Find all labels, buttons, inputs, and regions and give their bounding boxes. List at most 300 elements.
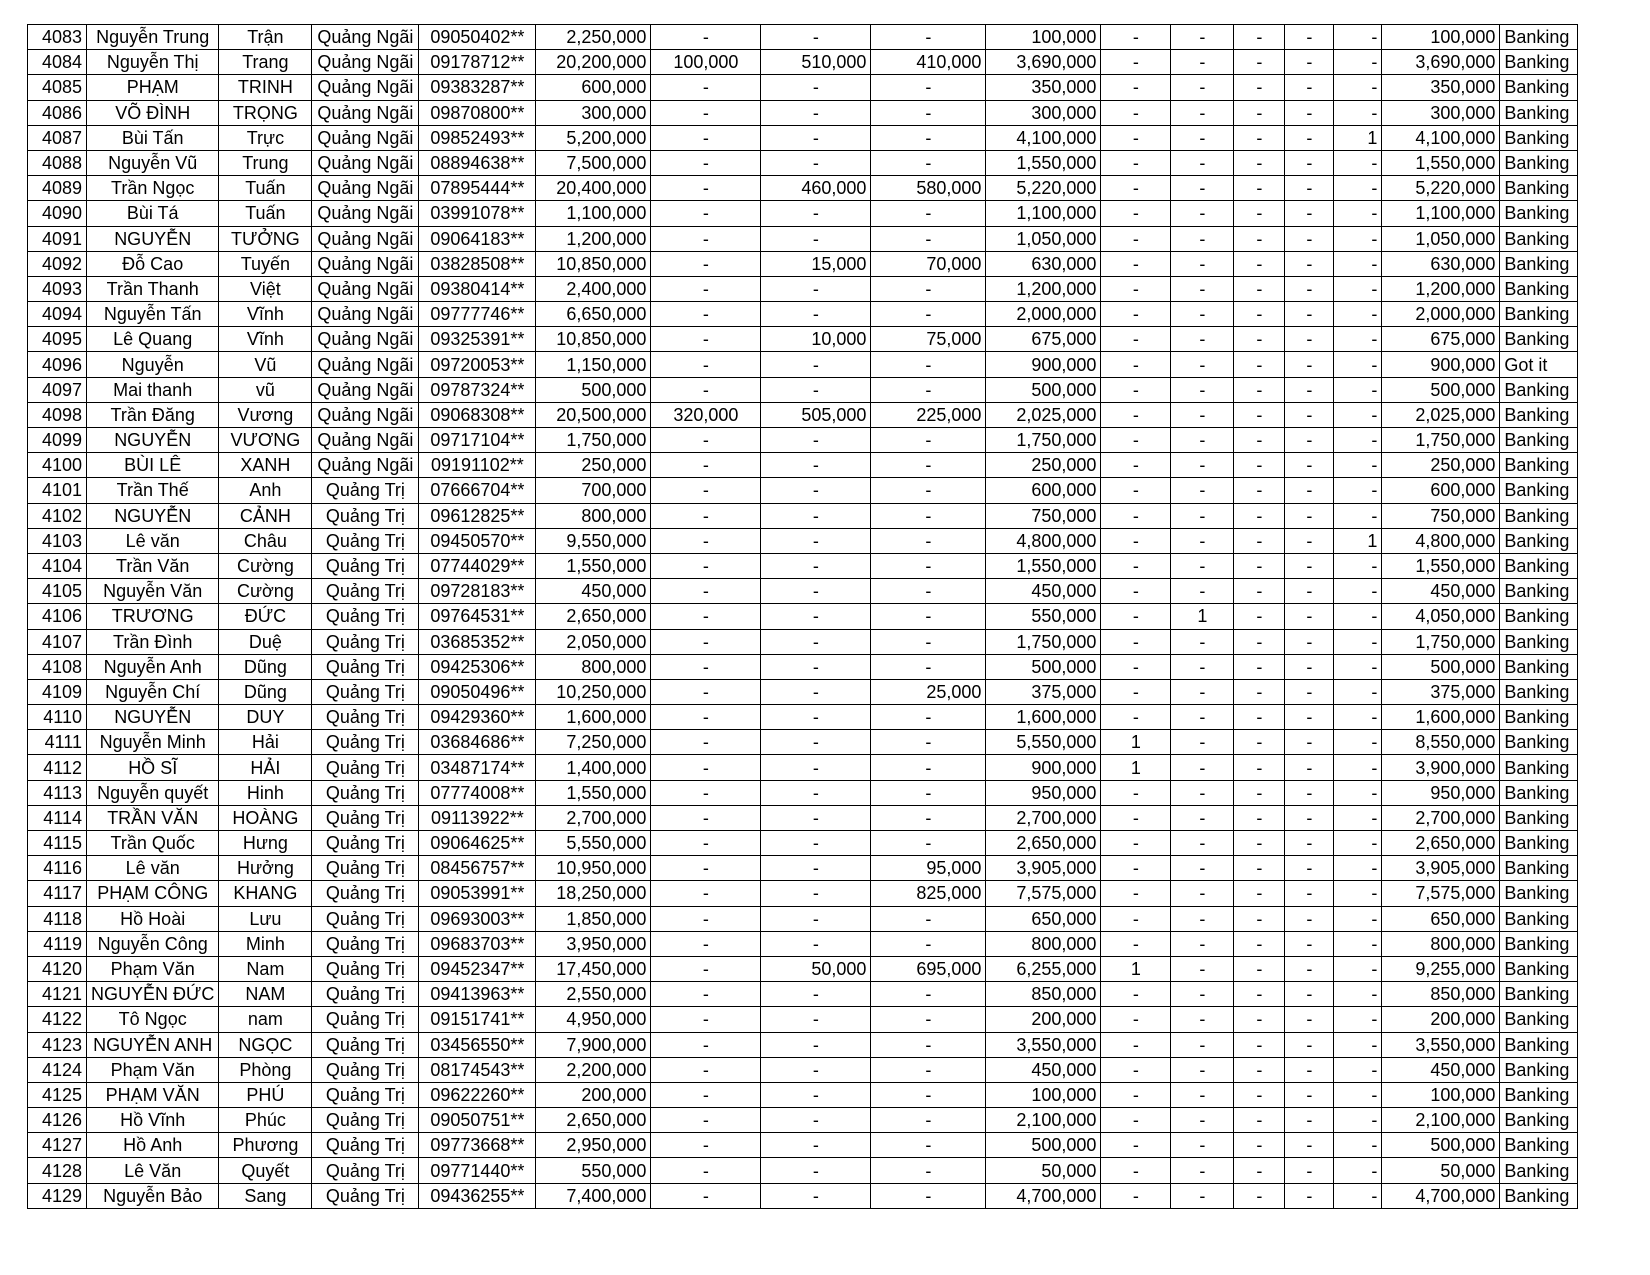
payout-cell: 5,220,000: [986, 176, 1101, 201]
table-row: [28, 50, 1578, 75]
phone-cell: 09053991**: [419, 881, 536, 906]
deduction-a-cell: -: [651, 705, 761, 730]
total-cell: 630,000: [1382, 251, 1500, 276]
total-cell: 2,700,000: [1382, 805, 1500, 830]
phone-cell: 09852493**: [419, 125, 536, 150]
method-cell: Banking: [1500, 25, 1578, 50]
flag-2-cell: -: [1171, 805, 1234, 830]
method-cell: Banking: [1500, 226, 1578, 251]
given-name-cell: TRINH: [219, 75, 312, 100]
payout-cell: 450,000: [986, 1057, 1101, 1082]
payout-cell: 750,000: [986, 503, 1101, 528]
deduction-c-cell: -: [871, 428, 986, 453]
deduction-b-cell: 510,000: [761, 50, 871, 75]
total-cell: 2,650,000: [1382, 831, 1500, 856]
given-name-cell: ĐỨC: [219, 604, 312, 629]
deduction-a-cell: -: [651, 478, 761, 503]
given-name-cell: Hải: [219, 730, 312, 755]
flag-1-cell: -: [1101, 856, 1171, 881]
deduction-b-cell: -: [761, 856, 871, 881]
province-cell: Quảng Trị: [312, 629, 419, 654]
flag-2-cell: -: [1171, 881, 1234, 906]
deduction-a-cell: -: [651, 755, 761, 780]
method-cell: Banking: [1500, 528, 1578, 553]
deduction-b-cell: -: [761, 730, 871, 755]
phone-cell: 09450570**: [419, 528, 536, 553]
surname-cell: Nguyễn Anh: [87, 654, 219, 679]
deduction-a-cell: -: [651, 25, 761, 50]
payout-cell: 5,550,000: [986, 730, 1101, 755]
total-cell: 3,550,000: [1382, 1032, 1500, 1057]
province-cell: Quảng Trị: [312, 856, 419, 881]
deduction-a-cell: -: [651, 629, 761, 654]
flag-5-cell: -: [1334, 478, 1382, 503]
flag-1-cell: -: [1101, 226, 1171, 251]
flag-5-cell: -: [1334, 956, 1382, 981]
amount-cell: 200,000: [536, 1082, 651, 1107]
total-cell: 2,025,000: [1382, 402, 1500, 427]
flag-2-cell: -: [1171, 780, 1234, 805]
flag-4-cell: -: [1285, 226, 1334, 251]
surname-cell: Phạm Văn: [87, 1057, 219, 1082]
deduction-c-cell: -: [871, 780, 986, 805]
table-row: [28, 553, 1578, 578]
payout-cell: 1,050,000: [986, 226, 1101, 251]
method-cell: Banking: [1500, 654, 1578, 679]
surname-cell: NGUYỄN: [87, 226, 219, 251]
province-cell: Quảng Ngãi: [312, 201, 419, 226]
deduction-b-cell: -: [761, 881, 871, 906]
province-cell: Quảng Trị: [312, 755, 419, 780]
province-cell: Quảng Trị: [312, 982, 419, 1007]
method-cell: Banking: [1500, 1057, 1578, 1082]
flag-5-cell: -: [1334, 150, 1382, 175]
flag-2-cell: -: [1171, 730, 1234, 755]
deduction-c-cell: -: [871, 604, 986, 629]
deduction-b-cell: -: [761, 1082, 871, 1107]
flag-4-cell: -: [1285, 428, 1334, 453]
deduction-c-cell: -: [871, 226, 986, 251]
total-cell: 9,255,000: [1382, 956, 1500, 981]
total-cell: 500,000: [1382, 377, 1500, 402]
flag-5-cell: -: [1334, 755, 1382, 780]
deduction-b-cell: -: [761, 780, 871, 805]
flag-1-cell: -: [1101, 453, 1171, 478]
method-cell: Banking: [1500, 201, 1578, 226]
payout-cell: 900,000: [986, 755, 1101, 780]
province-cell: Quảng Ngãi: [312, 150, 419, 175]
amount-cell: 500,000: [536, 377, 651, 402]
amount-cell: 2,650,000: [536, 604, 651, 629]
payout-cell: 450,000: [986, 579, 1101, 604]
flag-5-cell: -: [1334, 629, 1382, 654]
flag-4-cell: -: [1285, 553, 1334, 578]
province-cell: Quảng Ngãi: [312, 226, 419, 251]
flag-1-cell: -: [1101, 1183, 1171, 1208]
flag-5-cell: -: [1334, 906, 1382, 931]
flag-3-cell: -: [1234, 579, 1285, 604]
flag-3-cell: -: [1234, 705, 1285, 730]
deduction-b-cell: -: [761, 679, 871, 704]
row-number-cell: 4094: [28, 302, 87, 327]
amount-cell: 2,650,000: [536, 1108, 651, 1133]
payout-cell: 850,000: [986, 982, 1101, 1007]
payout-cell: 350,000: [986, 75, 1101, 100]
method-cell: Banking: [1500, 780, 1578, 805]
flag-5-cell: -: [1334, 327, 1382, 352]
flag-2-cell: -: [1171, 1133, 1234, 1158]
flag-4-cell: -: [1285, 125, 1334, 150]
flag-4-cell: -: [1285, 1183, 1334, 1208]
deduction-a-cell: -: [651, 730, 761, 755]
total-cell: 675,000: [1382, 327, 1500, 352]
given-name-cell: Vĩnh: [219, 327, 312, 352]
flag-5-cell: -: [1334, 856, 1382, 881]
deduction-b-cell: -: [761, 503, 871, 528]
deduction-c-cell: -: [871, 1082, 986, 1107]
flag-1-cell: -: [1101, 402, 1171, 427]
method-cell: Banking: [1500, 150, 1578, 175]
flag-4-cell: -: [1285, 302, 1334, 327]
amount-cell: 2,400,000: [536, 276, 651, 301]
flag-1-cell: -: [1101, 302, 1171, 327]
payout-cell: 4,700,000: [986, 1183, 1101, 1208]
row-number-cell: 4085: [28, 75, 87, 100]
flag-4-cell: -: [1285, 1032, 1334, 1057]
row-number-cell: 4087: [28, 125, 87, 150]
province-cell: Quảng Trị: [312, 881, 419, 906]
flag-1-cell: -: [1101, 1007, 1171, 1032]
table-row: [28, 377, 1578, 402]
table-row: [28, 453, 1578, 478]
table-row: [28, 1133, 1578, 1158]
amount-cell: 9,550,000: [536, 528, 651, 553]
flag-4-cell: -: [1285, 629, 1334, 654]
flag-5-cell: -: [1334, 1057, 1382, 1082]
surname-cell: BÙI LÊ: [87, 453, 219, 478]
method-cell: Banking: [1500, 553, 1578, 578]
amount-cell: 1,100,000: [536, 201, 651, 226]
row-number-cell: 4117: [28, 881, 87, 906]
province-cell: Quảng Trị: [312, 1082, 419, 1107]
total-cell: 2,000,000: [1382, 302, 1500, 327]
method-cell: Banking: [1500, 1082, 1578, 1107]
surname-cell: Mai thanh: [87, 377, 219, 402]
method-cell: Banking: [1500, 1108, 1578, 1133]
deduction-a-cell: -: [651, 805, 761, 830]
table-row: [28, 906, 1578, 931]
table-row: [28, 780, 1578, 805]
flag-4-cell: -: [1285, 705, 1334, 730]
table-row: [28, 25, 1578, 50]
province-cell: Quảng Trị: [312, 478, 419, 503]
flag-4-cell: -: [1285, 176, 1334, 201]
surname-cell: VÕ ĐÌNH: [87, 100, 219, 125]
given-name-cell: Tuấn: [219, 201, 312, 226]
flag-3-cell: -: [1234, 453, 1285, 478]
flag-5-cell: -: [1334, 226, 1382, 251]
deduction-a-cell: -: [651, 931, 761, 956]
deduction-a-cell: -: [651, 982, 761, 1007]
flag-1-cell: -: [1101, 276, 1171, 301]
flag-2-cell: -: [1171, 276, 1234, 301]
deduction-c-cell: -: [871, 377, 986, 402]
phone-cell: 03487174**: [419, 755, 536, 780]
given-name-cell: NAM: [219, 982, 312, 1007]
flag-4-cell: -: [1285, 327, 1334, 352]
deduction-c-cell: -: [871, 982, 986, 1007]
table-row: [28, 478, 1578, 503]
method-cell: Banking: [1500, 1158, 1578, 1183]
surname-cell: TRƯƠNG: [87, 604, 219, 629]
deduction-a-cell: -: [651, 579, 761, 604]
flag-2-cell: -: [1171, 377, 1234, 402]
method-cell: Got it: [1500, 352, 1578, 377]
flag-4-cell: -: [1285, 579, 1334, 604]
deduction-b-cell: 505,000: [761, 402, 871, 427]
surname-cell: Nguyễn Thị: [87, 50, 219, 75]
surname-cell: Lê Văn: [87, 1158, 219, 1183]
deduction-a-cell: 100,000: [651, 50, 761, 75]
deduction-a-cell: -: [651, 906, 761, 931]
phone-cell: 09777746**: [419, 302, 536, 327]
surname-cell: PHẠM: [87, 75, 219, 100]
table-body: [28, 25, 1578, 1209]
flag-2-cell: -: [1171, 705, 1234, 730]
flag-5-cell: -: [1334, 982, 1382, 1007]
flag-1-cell: -: [1101, 679, 1171, 704]
flag-4-cell: -: [1285, 276, 1334, 301]
row-number-cell: 4092: [28, 251, 87, 276]
payout-cell: 1,550,000: [986, 553, 1101, 578]
phone-cell: 09773668**: [419, 1133, 536, 1158]
deduction-c-cell: 695,000: [871, 956, 986, 981]
payout-cell: 100,000: [986, 25, 1101, 50]
table-row: [28, 226, 1578, 251]
deduction-b-cell: -: [761, 352, 871, 377]
table-row: [28, 100, 1578, 125]
row-number-cell: 4127: [28, 1133, 87, 1158]
flag-3-cell: -: [1234, 553, 1285, 578]
table-row: [28, 579, 1578, 604]
given-name-cell: Minh: [219, 931, 312, 956]
deduction-c-cell: -: [871, 730, 986, 755]
deduction-c-cell: -: [871, 831, 986, 856]
deduction-a-cell: -: [651, 679, 761, 704]
amount-cell: 20,500,000: [536, 402, 651, 427]
deduction-a-cell: -: [651, 831, 761, 856]
flag-4-cell: -: [1285, 1133, 1334, 1158]
table-row: [28, 982, 1578, 1007]
flag-4-cell: -: [1285, 1082, 1334, 1107]
flag-5-cell: -: [1334, 1082, 1382, 1107]
given-name-cell: Anh: [219, 478, 312, 503]
flag-2-cell: -: [1171, 1082, 1234, 1107]
flag-1-cell: -: [1101, 579, 1171, 604]
surname-cell: Bùi Tá: [87, 201, 219, 226]
flag-1-cell: -: [1101, 906, 1171, 931]
flag-3-cell: -: [1234, 1057, 1285, 1082]
payout-cell: 1,100,000: [986, 201, 1101, 226]
total-cell: 2,100,000: [1382, 1108, 1500, 1133]
flag-5-cell: -: [1334, 352, 1382, 377]
phone-cell: 09413963**: [419, 982, 536, 1007]
flag-3-cell: -: [1234, 730, 1285, 755]
flag-3-cell: -: [1234, 478, 1285, 503]
method-cell: Banking: [1500, 402, 1578, 427]
deduction-c-cell: -: [871, 1057, 986, 1082]
method-cell: Banking: [1500, 377, 1578, 402]
deduction-a-cell: -: [651, 226, 761, 251]
total-cell: 600,000: [1382, 478, 1500, 503]
deduction-a-cell: -: [651, 1108, 761, 1133]
table-row: [28, 352, 1578, 377]
table-row: [28, 251, 1578, 276]
deduction-c-cell: -: [871, 579, 986, 604]
province-cell: Quảng Trị: [312, 503, 419, 528]
total-cell: 1,750,000: [1382, 629, 1500, 654]
flag-5-cell: -: [1334, 75, 1382, 100]
flag-3-cell: -: [1234, 982, 1285, 1007]
flag-1-cell: -: [1101, 629, 1171, 654]
phone-cell: 03991078**: [419, 201, 536, 226]
row-number-cell: 4088: [28, 150, 87, 175]
amount-cell: 6,650,000: [536, 302, 651, 327]
row-number-cell: 4118: [28, 906, 87, 931]
method-cell: Banking: [1500, 755, 1578, 780]
flag-2-cell: -: [1171, 251, 1234, 276]
given-name-cell: Quyết: [219, 1158, 312, 1183]
flag-2-cell: -: [1171, 402, 1234, 427]
flag-1-cell: -: [1101, 25, 1171, 50]
amount-cell: 1,550,000: [536, 780, 651, 805]
phone-cell: 09436255**: [419, 1183, 536, 1208]
method-cell: Banking: [1500, 629, 1578, 654]
deduction-c-cell: -: [871, 503, 986, 528]
flag-4-cell: -: [1285, 679, 1334, 704]
flag-2-cell: -: [1171, 352, 1234, 377]
flag-2-cell: -: [1171, 931, 1234, 956]
province-cell: Quảng Ngãi: [312, 377, 419, 402]
deduction-b-cell: -: [761, 201, 871, 226]
table-row: [28, 428, 1578, 453]
amount-cell: 17,450,000: [536, 956, 651, 981]
phone-cell: 09178712**: [419, 50, 536, 75]
flag-5-cell: -: [1334, 428, 1382, 453]
flag-3-cell: -: [1234, 100, 1285, 125]
phone-cell: 09064625**: [419, 831, 536, 856]
flag-1-cell: -: [1101, 75, 1171, 100]
flag-1-cell: -: [1101, 100, 1171, 125]
flag-4-cell: -: [1285, 956, 1334, 981]
flag-4-cell: -: [1285, 755, 1334, 780]
total-cell: 100,000: [1382, 1082, 1500, 1107]
phone-cell: 03828508**: [419, 251, 536, 276]
deduction-c-cell: -: [871, 302, 986, 327]
row-number-cell: 4084: [28, 50, 87, 75]
total-cell: 4,100,000: [1382, 125, 1500, 150]
province-cell: Quảng Ngãi: [312, 402, 419, 427]
province-cell: Quảng Ngãi: [312, 302, 419, 327]
amount-cell: 10,850,000: [536, 251, 651, 276]
phone-cell: 09050402**: [419, 25, 536, 50]
flag-2-cell: -: [1171, 100, 1234, 125]
table-row: [28, 75, 1578, 100]
given-name-cell: Phương: [219, 1133, 312, 1158]
deduction-c-cell: 410,000: [871, 50, 986, 75]
method-cell: Banking: [1500, 302, 1578, 327]
given-name-cell: DUY: [219, 705, 312, 730]
payout-cell: 2,100,000: [986, 1108, 1101, 1133]
surname-cell: Trần Văn: [87, 553, 219, 578]
flag-3-cell: -: [1234, 755, 1285, 780]
deduction-c-cell: -: [871, 1007, 986, 1032]
flag-4-cell: -: [1285, 805, 1334, 830]
given-name-cell: HOÀNG: [219, 805, 312, 830]
payout-cell: 300,000: [986, 100, 1101, 125]
given-name-cell: Việt: [219, 276, 312, 301]
phone-cell: 07666704**: [419, 478, 536, 503]
flag-5-cell: -: [1334, 730, 1382, 755]
deduction-b-cell: -: [761, 705, 871, 730]
table-row: [28, 831, 1578, 856]
total-cell: 850,000: [1382, 982, 1500, 1007]
deduction-a-cell: -: [651, 528, 761, 553]
deduction-c-cell: -: [871, 125, 986, 150]
flag-5-cell: -: [1334, 805, 1382, 830]
row-number-cell: 4120: [28, 956, 87, 981]
flag-5-cell: -: [1334, 302, 1382, 327]
deduction-a-cell: -: [651, 100, 761, 125]
flag-3-cell: -: [1234, 276, 1285, 301]
table-row: [28, 805, 1578, 830]
flag-1-cell: -: [1101, 931, 1171, 956]
flag-5-cell: -: [1334, 705, 1382, 730]
surname-cell: PHẠM CÔNG: [87, 881, 219, 906]
payout-cell: 100,000: [986, 1082, 1101, 1107]
payout-cell: 1,600,000: [986, 705, 1101, 730]
flag-3-cell: -: [1234, 1183, 1285, 1208]
flag-2-cell: -: [1171, 1158, 1234, 1183]
deduction-b-cell: -: [761, 805, 871, 830]
row-number-cell: 4111: [28, 730, 87, 755]
flag-1-cell: -: [1101, 705, 1171, 730]
payout-cell: 1,750,000: [986, 428, 1101, 453]
method-cell: Banking: [1500, 982, 1578, 1007]
flag-1-cell: -: [1101, 553, 1171, 578]
method-cell: Banking: [1500, 679, 1578, 704]
table-row: [28, 201, 1578, 226]
flag-1-cell: -: [1101, 654, 1171, 679]
row-number-cell: 4123: [28, 1032, 87, 1057]
deduction-b-cell: -: [761, 125, 871, 150]
table-row: [28, 730, 1578, 755]
flag-4-cell: -: [1285, 931, 1334, 956]
flag-5-cell: -: [1334, 1133, 1382, 1158]
flag-2-cell: -: [1171, 1007, 1234, 1032]
amount-cell: 5,200,000: [536, 125, 651, 150]
surname-cell: Lê văn: [87, 856, 219, 881]
row-number-cell: 4121: [28, 982, 87, 1007]
province-cell: Quảng Trị: [312, 780, 419, 805]
total-cell: 1,550,000: [1382, 150, 1500, 175]
payout-cell: 800,000: [986, 931, 1101, 956]
table-row: [28, 1057, 1578, 1082]
deduction-b-cell: -: [761, 1158, 871, 1183]
flag-3-cell: -: [1234, 679, 1285, 704]
total-cell: 100,000: [1382, 25, 1500, 50]
table-row: [28, 1082, 1578, 1107]
